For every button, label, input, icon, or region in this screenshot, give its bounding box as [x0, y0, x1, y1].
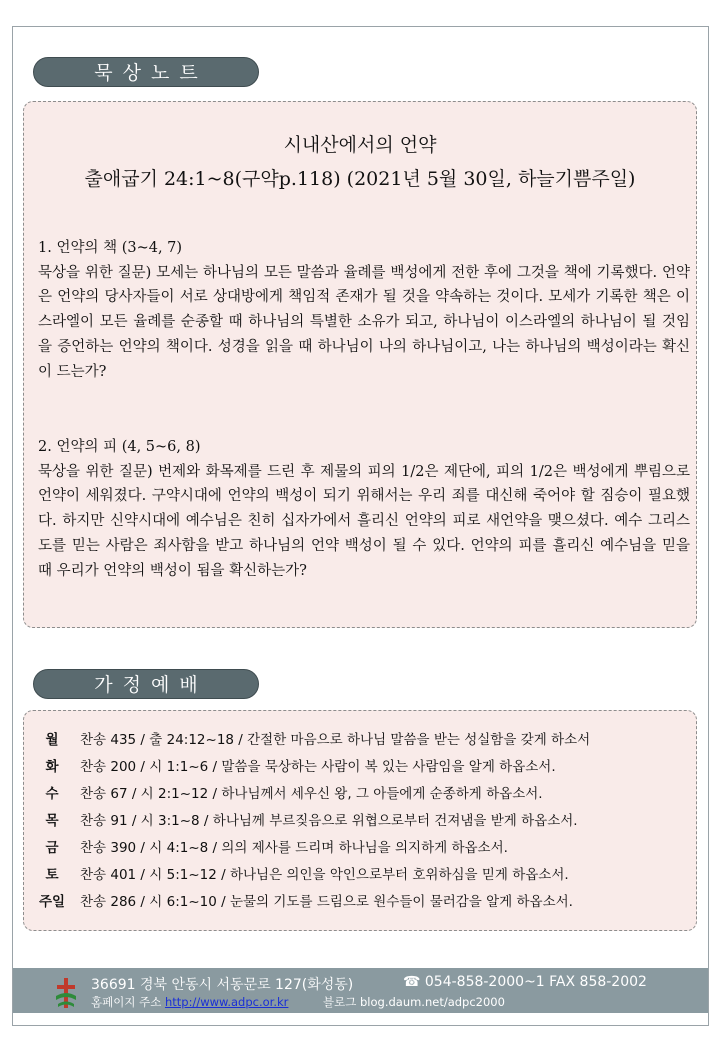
- day-label: 금: [45, 840, 59, 856]
- worship-text: 찬송 286 / 시 6:1~10 / 눈물의 기도를 드림으로 원수들이 물러감을 알게 하옵소서.: [80, 894, 573, 910]
- section-1: [38, 236, 690, 384]
- worship-text: 찬송 91 / 시 3:1~8 / 하나님께 부르짖음으로 위협으로부터 건져냄을 받게 하옵소서.: [80, 813, 578, 829]
- footer-line-2: [91, 994, 505, 1010]
- section-1-heading: 1. 언약의 책 (3~4, 7): [38, 240, 183, 256]
- worship-row: [24, 728, 696, 752]
- day-label: 토: [45, 867, 59, 883]
- section-2-heading: 2. 언약의 피 (4, 5~6, 8): [38, 439, 201, 455]
- sermon-subtitle: 출애굽기 24:1~8(구약p.118) (2021년 5월 30일, 하늘기쁨주일): [84, 168, 636, 190]
- section-2-body: 묵상을 위한 질문) 번제와 화목제를 드린 후 제물의 피의 1/2은 제단에, 피의 1/2은 백성에게 뿌림으로 언약이 세워졌다. 구약시대에 언약의 백성이 되기 위해서는 우리 죄를 대신해 죽어야 할 짐승이 필요했다. 하지만 신약시대에 예수님은 친히 십자가에서 흘리신 언약의 피로 새언약을 맺으셨다. 예수 그리스도를 믿는 사람은 죄사함을 받고 하나님의 언약 백성이 될 수 있다. 언약의 피를 흘리신 예수님을 믿을 때 우리가 언약의 백성이 됨을 확신하는가?: [38, 463, 690, 579]
- family-worship-header: [33, 669, 259, 699]
- sermon-title: 시내산에서의 언약: [283, 134, 437, 156]
- meditation-header: [33, 57, 259, 87]
- day-label: 화: [45, 759, 59, 775]
- section-1-body: 묵상을 위한 질문) 모세는 하나님의 모든 말씀과 율례를 백성에게 전한 후에 그것을 책에 기록했다. 언약은 언약의 당사자들이 서로 상대방에게 책임적 존재가 될 것을 약속하는 것이다. 모세가 기록한 책은 이스라엘이 모든 율례를 순종할 때 하나님의 특별한 소유가 되고, 하나님이 이스라엘의 하나님이 될 것임을 증언하는 언약의 책이다. 성경을 읽을 때 하나님이 나의 하나님이고, 나는 하나님의 백성이라는 확신이 드는가?: [38, 264, 690, 380]
- worship-row: [24, 890, 696, 914]
- footer-line-1: [91, 974, 647, 994]
- footer-phone: ☎ 054-858-2000~1 FAX 858-2002: [403, 974, 647, 990]
- worship-row: [24, 782, 696, 806]
- day-label: 월: [45, 732, 59, 748]
- footer-address: 36691 경북 안동시 서동문로 127(화성동): [91, 977, 354, 993]
- footer-bar: [13, 968, 708, 1013]
- worship-text: 찬송 401 / 시 5:1~12 / 하나님은 의인을 악인으로부터 호위하심을 믿게 하옵소서.: [80, 867, 569, 883]
- worship-text: 찬송 390 / 시 4:1~8 / 의의 제사를 드리며 하나님을 의지하게 하옵소서.: [80, 840, 508, 856]
- homepage-link[interactable]: http://www.adpc.or.kr: [164, 995, 289, 1009]
- blog-address: 블로그 blog.daum.net/adpc2000: [323, 995, 505, 1009]
- worship-row: [24, 809, 696, 833]
- day-label: 목: [45, 813, 59, 829]
- worship-row: [24, 836, 696, 860]
- worship-row: [24, 863, 696, 887]
- section-2: [38, 435, 690, 583]
- meditation-box: [23, 101, 697, 628]
- family-worship-box: [23, 710, 697, 931]
- homepage-label: 홈페이지 주소: [91, 995, 162, 1009]
- worship-text: 찬송 67 / 시 2:1~12 / 하나님께서 세우신 왕, 그 아들에게 순종하게 하옵소서.: [80, 786, 543, 802]
- worship-text: 찬송 200 / 시 1:1~6 / 말씀을 묵상하는 사람이 복 있는 사람임을 알게 하옵소서.: [80, 759, 556, 775]
- meditation-header-label: 묵상노트: [94, 62, 208, 84]
- day-label: 수: [45, 786, 59, 802]
- family-worship-header-label: 가정예배: [94, 674, 208, 696]
- church-logo-icon: [53, 976, 79, 1010]
- worship-row: [24, 755, 696, 779]
- worship-text: 찬송 435 / 출 24:12~18 / 간절한 마음으로 하나님 말씀을 받는 성실함을 갖게 하소서: [80, 732, 591, 748]
- day-label: 주일: [38, 894, 66, 910]
